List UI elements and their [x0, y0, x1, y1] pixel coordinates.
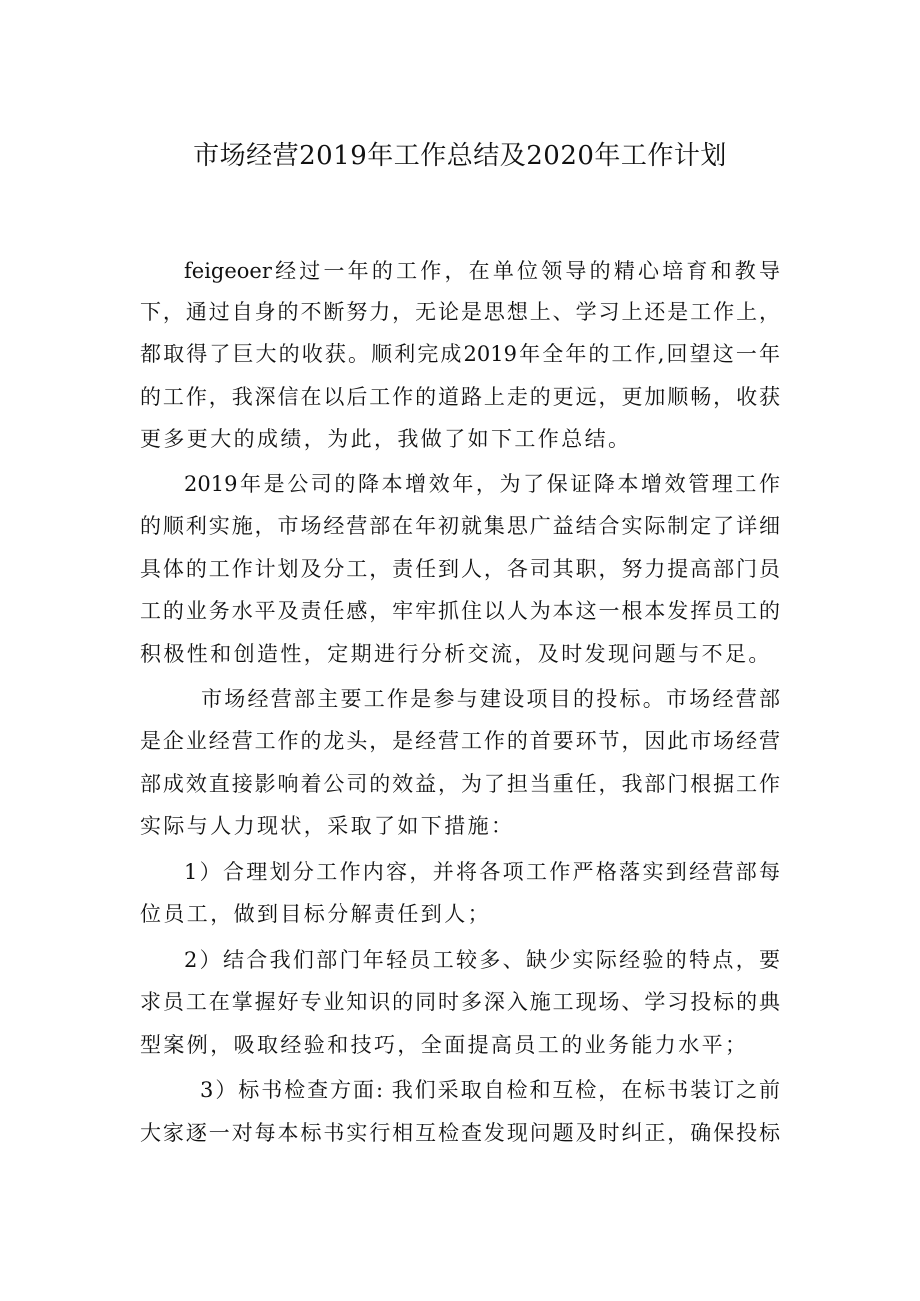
paragraph-1-line-4: 的工作，我深信在以后工作的道路上走的更远，更加顺畅，收获	[140, 385, 780, 409]
paragraph-2-line-2: 的顺利实施，市场经营部在年初就集思广益结合实际制定了详细	[140, 514, 780, 538]
paragraph-2-line-3: 具体的工作计划及分工，责任到人，各司其职，努力提高部门员	[140, 557, 780, 581]
paragraph-1-line-1: feigeoer经过一年的工作，在单位领导的精心培育和教导	[184, 259, 780, 283]
paragraph-1-line-3: 都取得了巨大的收获。顺利完成2019年全年的工作,回望这一年	[140, 342, 780, 366]
list-item-2-line-1: 2）结合我们部门年轻员工较多、缺少实际经验的特点，要	[184, 948, 780, 972]
paragraph-3-line-2: 是企业经营工作的龙头，是经营工作的首要环节，因此市场经营	[140, 729, 780, 753]
paragraph-3-line-4: 实际与人力现状，采取了如下措施：	[140, 814, 515, 838]
paragraph-2-line-5: 积极性和创造性，定期进行分析交流，及时发现问题与不足。	[140, 642, 772, 666]
list-item-3-line-1: 3）标书检查方面: 我们采取自检和互检，在标书装订之前	[200, 1078, 780, 1102]
paragraph-3-line-3: 部成效直接影响着公司的效益，为了担当重任，我部门根据工作	[140, 772, 780, 796]
list-item-1-line-1: 1）合理划分工作内容，并将各项工作严格落实到经营部每	[184, 860, 780, 884]
paragraph-3-line-1: 市场经营部主要工作是参与建设项目的投标。市场经营部	[201, 687, 780, 711]
paragraph-2-line-1: 2019年是公司的降本增效年，为了保证降本增效管理工作	[184, 472, 780, 496]
list-item-3-line-2: 大家逐一对每本标书实行相互检查发现问题及时纠正，确保投标	[140, 1121, 780, 1145]
paragraph-2-line-4: 工的业务水平及责任感，牢牢抓住以人为本这一根本发挥员工的	[140, 599, 780, 623]
list-item-2-line-2: 求员工在掌握好专业知识的同时多深入施工现场、学习投标的典	[140, 990, 780, 1014]
list-item-2-line-3: 型案例，吸取经验和技巧，全面提高员工的业务能力水平；	[140, 1033, 749, 1057]
paragraph-1-line-2: 下，通过自身的不断努力，无论是思想上、学习上还是工作上，	[140, 300, 780, 324]
paragraph-1-line-5: 更多更大的成绩，为此，我做了如下工作总结。	[140, 427, 632, 451]
list-item-1-line-2: 位员工，做到目标分解责任到人；	[140, 902, 491, 926]
document-title: 市场经营2019年工作总结及2020年工作计划	[193, 141, 727, 171]
